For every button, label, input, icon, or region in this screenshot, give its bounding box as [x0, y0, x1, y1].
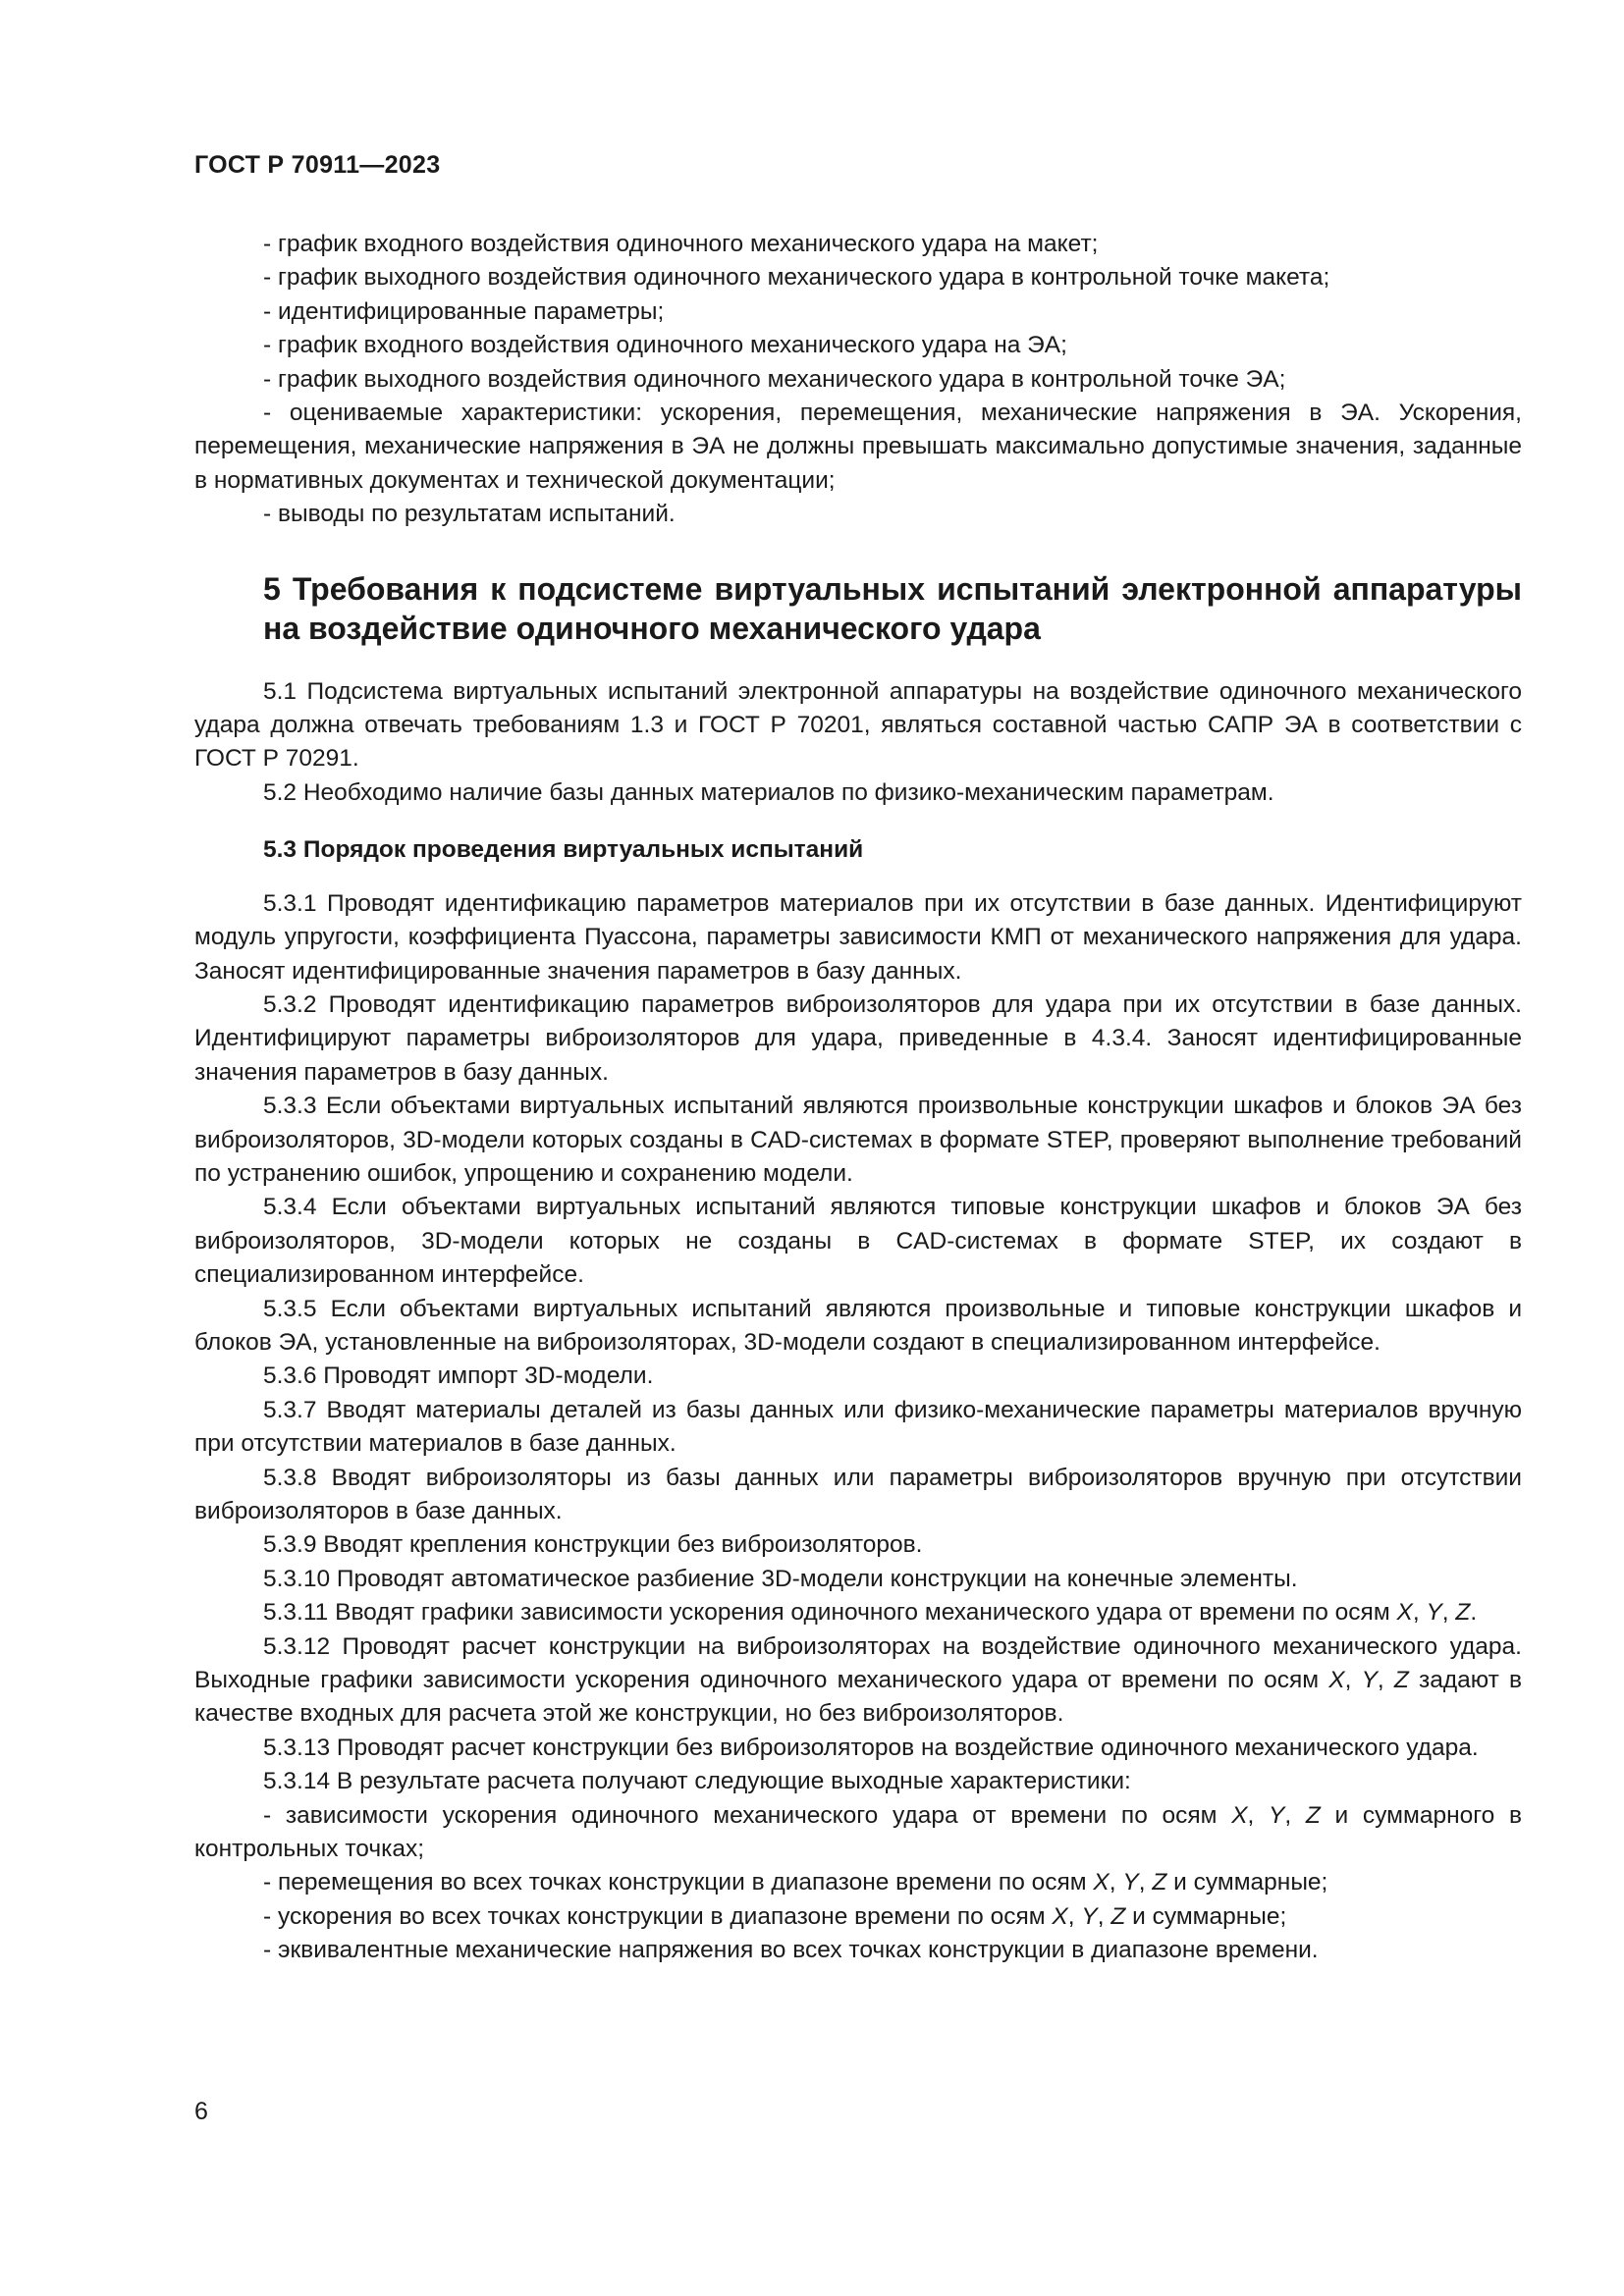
paragraph-5-1: 5.1 Подсистема виртуальных испытаний электронной аппаратуры на воздействие одиночного механического удара должна отвечать требованиям 1.3 и ГОСТ Р 70201, являться составной частью САПР ЭА в соответствии с ГОСТ Р 70291.: [194, 677, 1522, 773]
section-heading: 5 Требования к подсистеме виртуальных испытаний электронной аппаратуры на воздействие одиночного механического удара: [263, 570, 1522, 646]
paragraph-5-3-2: 5.3.2 Проводят идентификацию параметров виброизоляторов для удара при их отсутствии в базе данных. Идентифицируют параметры виброизоляторов для удара, приведенные в 4.3.4. Заносят идентифицированные значения параметров в базу данных.: [194, 990, 1522, 1086]
paragraph-5-3-11: 5.3.11 Вводят графики зависимости ускорения одиночного механического удара от времени по осям X, Y, Z.: [263, 1599, 1478, 1627]
paragraph-5-3-10: 5.3.10 Проводят автоматическое разбиение 3D-модели конструкции на конечные элементы.: [263, 1565, 1298, 1592]
list-item: - перемещения во всех точках конструкции в диапазоне времени по осям X, Y, Z и суммарные;: [263, 1869, 1328, 1896]
list-item: - идентифицированные параметры;: [263, 297, 665, 325]
list-item: - график выходного воздействия одиночного механического удара в контрольной точке ЭА;: [263, 365, 1286, 393]
list-item: - зависимости ускорения одиночного механического удара от времени по осям X, Y, Z и суммарного в контрольных точках;: [194, 1801, 1522, 1863]
list-item: - график входного воздействия одиночного механического удара на ЭА;: [263, 332, 1067, 359]
paragraph-5-3-4: 5.3.4 Если объектами виртуальных испытаний являются типовые конструкции шкафов и блоков ЭА без виброизоляторов, 3D-модели которых не созданы в CAD-системах в формате STEP, их создают в специализированном интерфейсе.: [194, 1194, 1522, 1289]
paragraph-5-2: 5.2 Необходимо наличие базы данных материалов по физико-механическим параметрам.: [263, 778, 1274, 806]
subsection-heading: 5.3 Порядок проведения виртуальных испытаний: [263, 836, 864, 864]
list-item: - эквивалентные механические напряжения во всех точках конструкции в диапазоне времени.: [263, 1937, 1319, 1964]
paragraph-5-3-5: 5.3.5 Если объектами виртуальных испытаний являются произвольные и типовые конструкции шкафов и блоков ЭА, установленные на виброизоляторах, 3D-модели создают в специализированном интерфейсе.: [194, 1295, 1522, 1356]
paragraph-5-3-12: 5.3.12 Проводят расчет конструкции на виброизоляторах на воздействие одиночного механического удара. Выходные графики зависимости ускорения одиночного механического удара от времени по осям X, Y, Z задают в качестве входных для расчета этой же конструкции, но без виброизоляторов.: [194, 1632, 1523, 1728]
list-item: - график выходного воздействия одиночного механического удара в контрольной точке макета;: [263, 264, 1330, 292]
list-item: - оцениваемые характеристики: ускорения, перемещения, механические напряжения в ЭА. Ускорения, перемещения, механические напряжения в ЭА не должны превышать максимально допустимые значения, заданные в нормативных документах и технической документации;: [194, 400, 1522, 494]
list-item: - ускорения во всех точках конструкции в диапазоне времени по осям X, Y, Z и суммарные;: [263, 1902, 1287, 1930]
page-number: 6: [194, 2098, 208, 2125]
paragraph-5-3-13: 5.3.13 Проводят расчет конструкции без виброизоляторов на воздействие одиночного механического удара.: [263, 1734, 1479, 1761]
paragraph-5-3-3: 5.3.3 Если объектами виртуальных испытаний являются произвольные конструкции шкафов и блоков ЭА без виброизоляторов, 3D-модели которых созданы в CAD-системах в формате STEP, проверяют выполнение требований по устранению ошибок, упрощению и сохранению модели.: [194, 1093, 1522, 1187]
paragraph-5-3-1: 5.3.1 Проводят идентификацию параметров материалов при их отсутствии в базе данных. Идентифицируют модуль упругости, коэффициента Пуассона, параметры зависимости КМП от механического напряжения для удара. Заносят идентифицированные значения параметров в базу данных.: [194, 889, 1522, 985]
paragraph-5-3-9: 5.3.9 Вводят крепления конструкции без виброизоляторов.: [263, 1531, 923, 1559]
paragraph-5-3-6: 5.3.6 Проводят импорт 3D-модели.: [263, 1362, 654, 1390]
paragraph-5-3-8: 5.3.8 Вводят виброизоляторы из базы данных или параметры виброизоляторов вручную при отсутствии виброизоляторов в базе данных.: [194, 1464, 1522, 1524]
list-item: - выводы по результатам испытаний.: [263, 501, 676, 528]
document-body: [194, 228, 1522, 1968]
document-header-id: ГОСТ Р 70911—2023: [194, 151, 441, 179]
paragraph-5-3-7: 5.3.7 Вводят материалы деталей из базы данных или физико-механические параметры материалов вручную при отсутствии материалов в базе данных.: [194, 1396, 1522, 1458]
list-item: - график входного воздействия одиночного механического удара на макет;: [263, 231, 1099, 257]
paragraph-5-3-14: 5.3.14 В результате расчета получают следующие выходные характеристики:: [263, 1768, 1131, 1795]
